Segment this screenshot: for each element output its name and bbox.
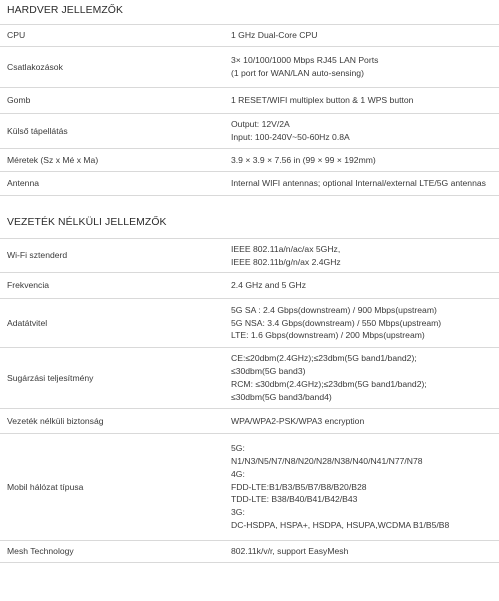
- spec-value: [231, 273, 499, 299]
- hardware-section-title: HARDVER JELLEMZŐK: [7, 5, 124, 16]
- wireless-section-title: VEZETÉK NÉLKÜLI JELLEMZŐK: [7, 217, 167, 228]
- hardware-spec-table: [0, 24, 499, 196]
- table-row: [0, 239, 499, 273]
- table-row: [0, 541, 499, 563]
- spec-value: [231, 149, 499, 172]
- spec-value-line: 5G NSA: 3.4 Gbps(downstream) / 550 Mbps(upstream): [231, 317, 442, 328]
- spec-value-line: FDD-LTE:B1/B3/B5/B7/B8/B20/B28: [231, 481, 367, 492]
- spec-label: Sugárzási teljesítmény: [0, 348, 231, 409]
- spec-value-line: IEEE 802.11b/g/n/ax 2.4GHz: [231, 256, 341, 267]
- spec-value-line: ≤30dbm(5G band3/band4): [231, 391, 332, 402]
- spec-value-line: Output: 12V/2A: [231, 119, 290, 130]
- spec-value-line: LTE: 1.6 Gbps(downstream) / 200 Mbps(upstream): [231, 330, 425, 341]
- spec-value-line: 802.11k/v/r, support EasyMesh: [231, 546, 349, 557]
- table-row: [0, 348, 499, 409]
- spec-label: Vezeték nélküli biztonság: [0, 409, 231, 434]
- spec-label: Adatátvitel: [0, 299, 231, 348]
- wireless-spec-table: [0, 238, 499, 563]
- table-row: [0, 88, 499, 114]
- table-row: [0, 114, 499, 149]
- spec-value: [231, 348, 499, 409]
- spec-value-line: 4G:: [231, 468, 245, 479]
- spec-value: [231, 541, 499, 563]
- spec-value-line: 5G:: [231, 443, 245, 454]
- spec-value-line: Input: 100-240V~50-60Hz 0.8A: [231, 132, 350, 142]
- table-row: [0, 299, 499, 348]
- spec-value: [231, 88, 499, 114]
- spec-value-line: 2.4 GHz and 5 GHz: [231, 280, 306, 291]
- spec-value-line: DC-HSDPA, HSPA+, HSDPA, HSUPA,WCDMA B1/B5/B8: [231, 519, 450, 530]
- spec-value-line: TDD-LTE: B38/B40/B41/B42/B43: [231, 494, 358, 505]
- spec-value-line: 3× 10/100/1000 Mbps RJ45 LAN Ports: [231, 55, 379, 66]
- spec-label: Méretek (Sz x Mé x Ma): [0, 149, 231, 172]
- spec-value-line: 3G:: [231, 507, 245, 518]
- spec-value-line: 1 GHz Dual-Core CPU: [231, 30, 318, 41]
- spec-value-line: (1 port for WAN/LAN auto-sensing): [231, 68, 364, 78]
- spec-label: Csatlakozások: [0, 47, 231, 88]
- spec-label: Mesh Technology: [0, 541, 231, 563]
- spec-label: Külső tápellátás: [0, 114, 231, 149]
- spec-value-line: ≤30dbm(5G band3): [231, 366, 306, 377]
- spec-value-line: 5G SA : 2.4 Gbps(downstream) / 900 Mbps(upstream): [231, 304, 437, 315]
- spec-value: [231, 239, 499, 273]
- spec-value-line: 1 RESET/WIFI multiplex button & 1 WPS button: [231, 95, 414, 106]
- spec-value: [231, 47, 499, 88]
- table-row: [0, 149, 499, 172]
- table-row: [0, 409, 499, 434]
- spec-label: Mobil hálózat típusa: [0, 434, 231, 541]
- spec-value-line: 3.9 × 3.9 × 7.56 in (99 × 99 × 192mm): [231, 154, 376, 165]
- table-row: [0, 47, 499, 88]
- table-row: [0, 434, 499, 541]
- spec-value: [231, 172, 499, 196]
- spec-value-line: CE:≤20dbm(2.4GHz);≤23dbm(5G band1/band2);: [231, 353, 417, 364]
- spec-value: [231, 434, 499, 541]
- spec-value: [231, 299, 499, 348]
- table-row: [0, 25, 499, 47]
- spec-value-line: N1/N3/N5/N7/N8/N20/N28/N38/N40/N41/N77/N78: [231, 456, 423, 466]
- spec-label: Gomb: [0, 88, 231, 114]
- spec-value: [231, 25, 499, 47]
- spec-value: [231, 409, 499, 434]
- spec-value-line: RCM: ≤30dbm(2.4GHz);≤23dbm(5G band1/band2);: [231, 379, 427, 389]
- spec-value: [231, 114, 499, 149]
- spec-label: Frekvencia: [0, 273, 231, 299]
- spec-value-line: IEEE 802.11a/n/ac/ax 5GHz,: [231, 243, 341, 254]
- table-row: [0, 273, 499, 299]
- table-row: [0, 172, 499, 196]
- spec-label: CPU: [0, 25, 231, 47]
- spec-label: Antenna: [0, 172, 231, 196]
- spec-value-line: WPA/WPA2-PSK/WPA3 encryption: [231, 415, 365, 426]
- spec-label: Wi-Fi sztenderd: [0, 239, 231, 273]
- spec-value-line: Internal WIFI antennas; optional Internal/external LTE/5G antennas: [231, 178, 486, 189]
